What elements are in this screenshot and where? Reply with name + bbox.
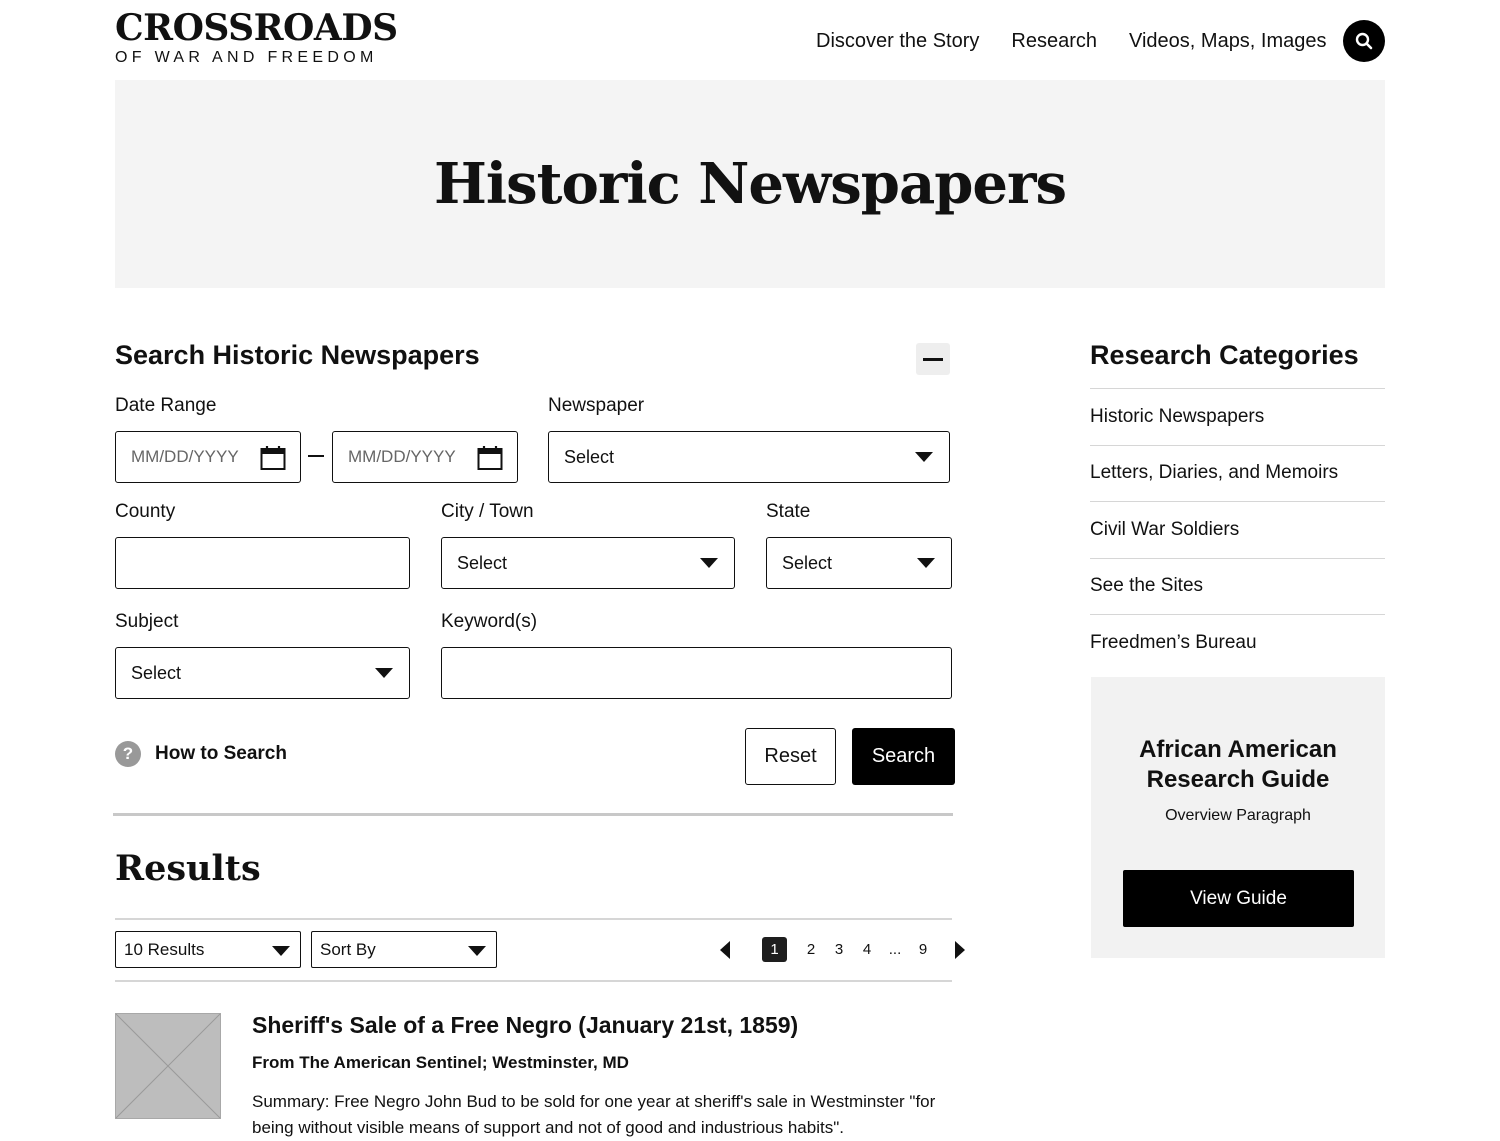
results-toolbar-bottom-divider (115, 980, 952, 982)
keywords-label: Keyword(s) (441, 611, 538, 632)
page-9[interactable]: 9 (918, 941, 928, 958)
guide-subtitle: Overview Paragraph (1165, 807, 1311, 824)
subject-select-value: Select (131, 662, 182, 683)
collapse-button[interactable] (916, 343, 950, 375)
calendar-icon[interactable] (260, 445, 286, 471)
prev-arrow-icon[interactable] (720, 941, 730, 959)
city-label: City / Town (441, 501, 534, 522)
page-3[interactable]: 3 (834, 941, 844, 958)
state-label: State (766, 501, 811, 522)
sidebar-item-freedmens-bureau[interactable]: Freedmen’s Bureau (1090, 632, 1257, 654)
county-label: County (115, 501, 176, 522)
newspaper-select-value: Select (564, 446, 615, 467)
chevron-down-icon (917, 558, 935, 568)
date-to-placeholder: MM/DD/YYYY (348, 447, 456, 466)
calendar-icon[interactable] (477, 445, 503, 471)
sidebar-item-see-the-sites[interactable]: See the Sites (1090, 559, 1385, 616)
minus-icon (923, 358, 943, 361)
reset-button[interactable]: Reset (745, 728, 836, 785)
sidebar-item-civil-war-soldiers[interactable]: Civil War Soldiers (1090, 502, 1385, 559)
newspaper-select[interactable] (548, 431, 950, 483)
date-range-label: Date Range (115, 395, 217, 416)
page-4[interactable]: 4 (862, 941, 872, 958)
result-title-link[interactable]: Sheriff's Sale of a Free Negro (January 21st, 1859) (252, 1012, 799, 1038)
site-logo[interactable] (115, 7, 398, 67)
date-from-input[interactable] (115, 431, 301, 483)
search-icon (1355, 32, 1373, 50)
page-2[interactable]: 2 (806, 941, 816, 958)
search-panel-title: Search Historic Newspapers (115, 340, 480, 370)
subject-select[interactable] (115, 647, 410, 699)
date-to-input[interactable] (332, 431, 518, 483)
nav-research[interactable]: Research (1011, 30, 1097, 52)
chevron-down-icon (468, 946, 486, 956)
question-icon: ? (115, 741, 141, 767)
result-summary: Summary: Free Negro John Bud to be sold for one year at sheriff's sale in Westminster "for being without visible means of support and not of good and industrious habits". (252, 1092, 936, 1137)
results-per-page-value: 10 Results (124, 939, 205, 959)
result-thumbnail[interactable] (115, 1013, 221, 1119)
date-range-separator (308, 455, 324, 457)
hero-banner (115, 80, 1385, 288)
date-from-placeholder: MM/DD/YYYY (131, 447, 239, 466)
city-select-value: Select (457, 552, 508, 573)
pagination (720, 937, 965, 962)
county-input[interactable] (115, 537, 410, 589)
next-arrow-icon[interactable] (955, 941, 965, 959)
keywords-input[interactable] (441, 647, 952, 699)
sidebar-item-historic-newspapers[interactable]: Historic Newspapers (1090, 389, 1385, 446)
sidebar-title: Research Categories (1090, 340, 1359, 370)
how-to-search-label: How to Search (155, 743, 287, 764)
newspaper-label: Newspaper (548, 395, 645, 416)
chevron-down-icon (375, 668, 393, 678)
image-placeholder-icon (116, 1014, 220, 1118)
city-select[interactable] (441, 537, 735, 589)
chevron-down-icon (272, 946, 290, 956)
main-nav (816, 30, 1327, 53)
result-source: From The American Sentinel; Westminster, MD (252, 1053, 629, 1072)
subject-label: Subject (115, 611, 179, 632)
chevron-down-icon (915, 452, 933, 462)
logo-title: CROSSROADS (115, 7, 398, 49)
logo-subtitle: OF WAR AND FREEDOM (115, 49, 378, 66)
results-heading: Results (115, 848, 261, 889)
section-divider (113, 813, 953, 816)
how-to-search-link[interactable] (115, 741, 287, 767)
sort-by-select[interactable] (311, 931, 497, 968)
nav-videos-maps-images[interactable]: Videos, Maps, Images (1129, 30, 1327, 52)
sidebar-item-letters-diaries-memoirs[interactable]: Letters, Diaries, and Memoirs (1090, 446, 1385, 503)
page-ellipsis: ... (888, 941, 902, 958)
research-guide-card (1091, 677, 1385, 958)
state-select[interactable] (766, 537, 952, 589)
page-1[interactable]: 1 (762, 937, 787, 962)
page-title: Historic Newspapers (433, 151, 1067, 217)
sort-by-value: Sort By (320, 939, 376, 959)
search-button[interactable]: Search (852, 728, 955, 785)
research-categories-list (1090, 388, 1385, 672)
site-search-button[interactable] (1343, 20, 1385, 62)
nav-discover-the-story[interactable]: Discover the Story (816, 30, 980, 52)
state-select-value: Select (782, 552, 833, 573)
guide-title: African American Research Guide (1139, 736, 1337, 793)
chevron-down-icon (700, 558, 718, 568)
results-toolbar-top-divider (115, 918, 952, 920)
view-guide-button[interactable]: View Guide (1123, 870, 1354, 927)
results-per-page-select[interactable] (115, 931, 301, 968)
